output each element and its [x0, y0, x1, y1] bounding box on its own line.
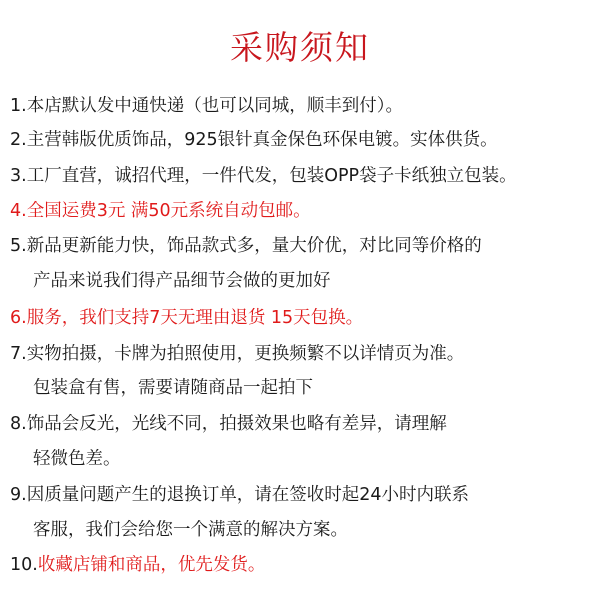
- item-continuation: 轻微色差。: [33, 449, 121, 469]
- item-continuation: 包装盒有售，需要请随商品一起拍下: [33, 378, 313, 398]
- item-number: 6.: [10, 308, 27, 328]
- item-number: 10.: [10, 555, 38, 575]
- list-item-highlight: [10, 306, 363, 330]
- item-text: 服务，我们支持7天无理由退货 15天包换。: [26, 308, 364, 328]
- item-number: 1.: [10, 96, 27, 116]
- item-text: 本店默认发中通快递（也可以同城，顺丰到付）。: [26, 96, 403, 116]
- list-item: [10, 342, 464, 366]
- item-text: 新品更新能力快，饰品款式多，量大价优，对比同等价格的: [26, 236, 482, 256]
- item-text: 收藏店铺和商品，优先发货。: [37, 555, 266, 575]
- item-number: 4.: [10, 201, 27, 221]
- item-number: 5.: [10, 236, 27, 256]
- list-item: [10, 164, 517, 188]
- item-text: 因质量问题产生的退换订单，请在签收时起24小时内联系: [26, 485, 469, 505]
- item-text: 全国运费3元 满50元系统自动包邮。: [26, 201, 311, 221]
- item-number: 7.: [10, 344, 27, 364]
- item-text: 工厂直营，诚招代理，一件代发，包装OPP袋子卡纸独立包装。: [26, 166, 517, 186]
- page-title: 采购须知: [230, 28, 370, 67]
- list-item: [10, 128, 498, 152]
- item-continuation: 产品来说我们得产品细节会做的更加好: [33, 271, 331, 291]
- list-item-highlight: [10, 199, 311, 223]
- list-item: [10, 94, 403, 118]
- list-item: [10, 412, 447, 436]
- item-number: 2.: [10, 130, 27, 150]
- item-text: 实物拍摄，卡牌为拍照使用，更换频繁不以详情页为准。: [26, 344, 465, 364]
- item-text: 主营韩版优质饰品，925银针真金保色环保电镀。实体供货。: [26, 130, 498, 150]
- item-text: 饰品会反光，光线不同，拍摄效果也略有差异，请理解: [26, 414, 447, 434]
- list-item-highlight: [10, 553, 265, 577]
- list-item: [10, 234, 482, 258]
- item-number: 3.: [10, 166, 27, 186]
- item-number: 8.: [10, 414, 27, 434]
- item-continuation: 客服，我们会给您一个满意的解决方案。: [33, 520, 348, 540]
- list-item: [10, 483, 469, 507]
- item-number: 9.: [10, 485, 27, 505]
